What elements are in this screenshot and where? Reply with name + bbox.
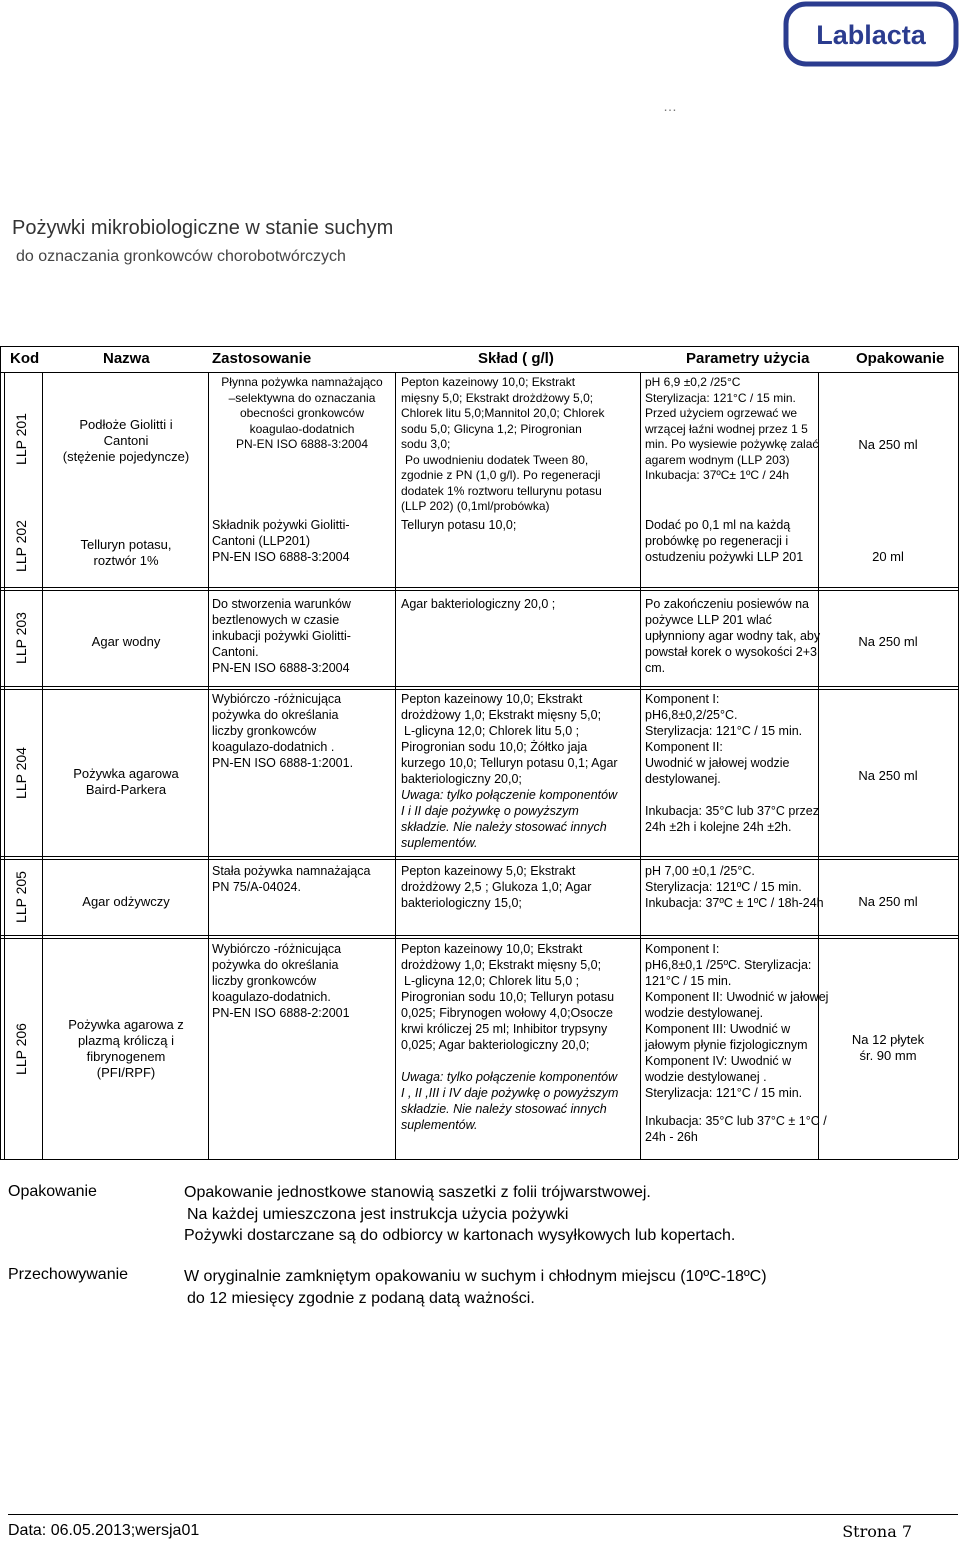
row-code: LLP 203: [13, 612, 29, 664]
storage-label: Przechowywanie: [8, 1266, 129, 1283]
row-composition: Pepton kazeinowy 10,0; Ekstrakt drożdżowy 1,0; Ekstrakt mięsny 5,0; L-glicyna 12,0; Chlorek litu 5,0 ; Pirogronian sodu 10,0; Żółtko jaja kurzego 10,0; Telluryn potasu 0,1; Agar bakteriologiczny 20,0; Uwaga: tylko połączenie komponentów I i II daje pożywkę o powyższym składzie. Nie należy stosować innych suplementów.: [401, 691, 641, 851]
row-packaging: Na 250 ml: [858, 634, 918, 649]
row-use: Wybiórczo -różnicująca pożywka do określania liczby gronkowców koagulazo-dodatnich. PN-EN ISO 6888-2:2001: [212, 942, 350, 1020]
row-packaging: Na 250 ml: [858, 894, 918, 909]
header-kod: Kod: [10, 350, 40, 367]
row-code: LLP 205: [13, 871, 29, 923]
row-params: pH 7,00 ±0,1 /25°C. Sterylizacja: 121ºC / 15 min. Inkubacja: 37ºC ± 1ºC / 18h-24h: [645, 864, 824, 910]
row-composition: Pepton kazeinowy 10,0; Ekstrakt drożdżowy 1,0; Ekstrakt mięsny 5,0; L-glicyna 12,0; Chlorek litu 5,0 ; Pirogronian sodu 10,0; Telluryn potasu 0,025; Fibrynogen wołowy 4,0;Osocze krwi króliczej 25 ml; Inhibitor trypsyny 0,025; Agar bakteriologiczny 20,0; Uwaga: tylko połączenie komponentów I , II ,III i IV daje pożywkę o powyższym składzie. Nie należy stosować innych suplementów.: [401, 941, 641, 1133]
footer-divider: [8, 1514, 958, 1515]
row-name: Podłoże Giolitti i Cantoni (stężenie pojedyncze): [62, 417, 190, 464]
row-packaging: Na 250 ml: [858, 437, 918, 452]
row-use: Wybiórczo -różnicująca pożywka do określania liczby gronkowców koagulazo-dodatnich . PN-EN ISO 6888-1:2001.: [212, 692, 354, 770]
storage-text: W oryginalnie zamkniętym opakowaniu w suchym i chłodnym miejscu (10ºC-18ºC) do 12 miesięcy zgodnie z podaną datą ważności.: [184, 1268, 767, 1307]
row-packaging: Na 12 płytek śr. 90 mm: [851, 1032, 925, 1063]
row-code: LLP 204: [13, 746, 29, 799]
row-code: LLP 206: [13, 1022, 29, 1075]
row-name: Pożywka agarowa Baird-Parkera: [73, 766, 179, 797]
page-subtitle: do oznaczania gronkowców chorobotwórczych: [16, 248, 346, 265]
row-params: Komponent I: pH6,8±0,2/25°C. Sterylizacja: 121°C / 15 min. Komponent II: Uwodnić w jałowej wodzie destylowanej. Inkubacja: 35°C lub 37°C przez 24h ±2h i kolejne 24h ±2h.: [645, 692, 819, 834]
footer-page: Strona 7: [842, 1522, 912, 1541]
row-params: Po zakończeniu posiewów na pożywce LLP 201 wlać upłynniony agar wodny tak, aby powstał korek o wysokości 2+3 cm.: [645, 597, 821, 675]
row-name: Pożywka agarowa z plazmą króliczą i fibrynogenem (PFI/RPF): [68, 1016, 184, 1080]
row-params: Dodać po 0,1 ml na każdą probówkę po regeneracji i ostudzeniu pożywki LLP 201: [645, 518, 804, 564]
header-sklad: Skład ( g/l): [478, 350, 554, 367]
footer-date: Data: 06.05.2013;wersja01: [8, 1522, 200, 1539]
header-zastosowanie: Zastosowanie: [212, 350, 312, 367]
logo-text: Lablacta: [816, 20, 926, 50]
row-composition: Telluryn potasu 10,0;: [401, 518, 517, 532]
row-composition: Pepton kazeinowy 10,0; Ekstrakt mięsny 5,0; Ekstrakt drożdżowy 5,0; Chlorek litu 5,0;Mannitol 20,0; Chlorek sodu 5,0; Glicyna 1,2; Pirogronian sodu 3,0; Po uwodnieniu dodatek Tween 80, zgodnie z PN (1,0 g/l). Po regeneracji dodatek 1% roztworu tellurynu potasu (LLP 202) (0,1ml/probówka): [401, 375, 605, 513]
row-params: pH 6,9 ±0,2 /25°C Sterylizacja: 121°C / 15 min. Przed użyciem ogrzewać we wrzącej łaźni wodnej przez 1 5 min. Po wysiewie pożywkę zalać agarem wodnym (LLP 203) Inkubacja: 37ºC± 1ºC / 24h: [645, 375, 819, 482]
composition-note: Uwaga: tylko połączenie komponentów: [401, 788, 618, 802]
lablacta-logo: [782, 0, 960, 68]
row-code: LLP 202: [13, 520, 29, 572]
row-use: Składnik pożywki Giolitti- Cantoni (LLP201) PN-EN ISO 6888-3:2004: [212, 518, 350, 564]
packaging-label: Opakowanie: [8, 1183, 97, 1200]
row-params: Komponent I: pH6,8±0,1 /25ºC. Sterylizacja: 121°C / 15 min. Komponent II: Uwodnić w jałowej wodzie destylowanej. Komponent III: Uwodnić w jałowym płynie fizjologicznym Komponent IV: Uwodnić w wodzie destylowanej . Sterylizacja: 121°C / 15 min. Inkubacja: 35°C lub 37°C ± 1°C / 24h - 26h: [645, 942, 829, 1144]
row-code: LLP 201: [13, 412, 29, 465]
row-name: Telluryn potasu, roztwór 1%: [80, 537, 172, 568]
header-parametry: Parametry użycia: [686, 350, 810, 367]
header-nazwa: Nazwa: [103, 350, 150, 367]
row-use: Płynna pożywka namnażająco –selektywna do oznaczania obecności gronkowców koagulao-dodatnich PN-EN ISO 6888-3:2004: [221, 375, 383, 451]
row-composition: Agar bakteriologiczny 20,0 ;: [401, 597, 556, 611]
header-opakowanie: Opakowanie: [856, 350, 945, 367]
row-name: Agar wodny: [91, 634, 161, 649]
ellipsis: …: [663, 98, 679, 114]
composition-note: Uwaga: tylko połączenie komponentów: [401, 1070, 618, 1084]
row-composition: Pepton kazeinowy 5,0; Ekstrakt drożdżowy 2,5 ; Glukoza 1,0; Agar bakteriologiczny 15,0;: [401, 864, 592, 910]
row-packaging: Na 250 ml: [858, 768, 918, 783]
row-use: Stała pożywka namnażająca PN 75/A-04024.: [212, 864, 371, 894]
page-title: Pożywki mikrobiologiczne w stanie suchym: [12, 217, 394, 239]
packaging-text: Opakowanie jednostkowe stanowią saszetki z folii trójwarstwowej. Na każdej umieszczona jest instrukcja użycia pożywki Pożywki dostarczane są do odbiorcy w kartonach wysyłkowych lub kopertach.: [184, 1184, 736, 1244]
row-packaging: 20 ml: [872, 549, 904, 564]
row-name: Agar odżywczy: [82, 894, 170, 909]
row-use: Do stworzenia warunków beztlenowych w czasie inkubacji pożywki Giolitti- Cantoni. PN-EN ISO 6888-3:2004: [212, 597, 351, 675]
